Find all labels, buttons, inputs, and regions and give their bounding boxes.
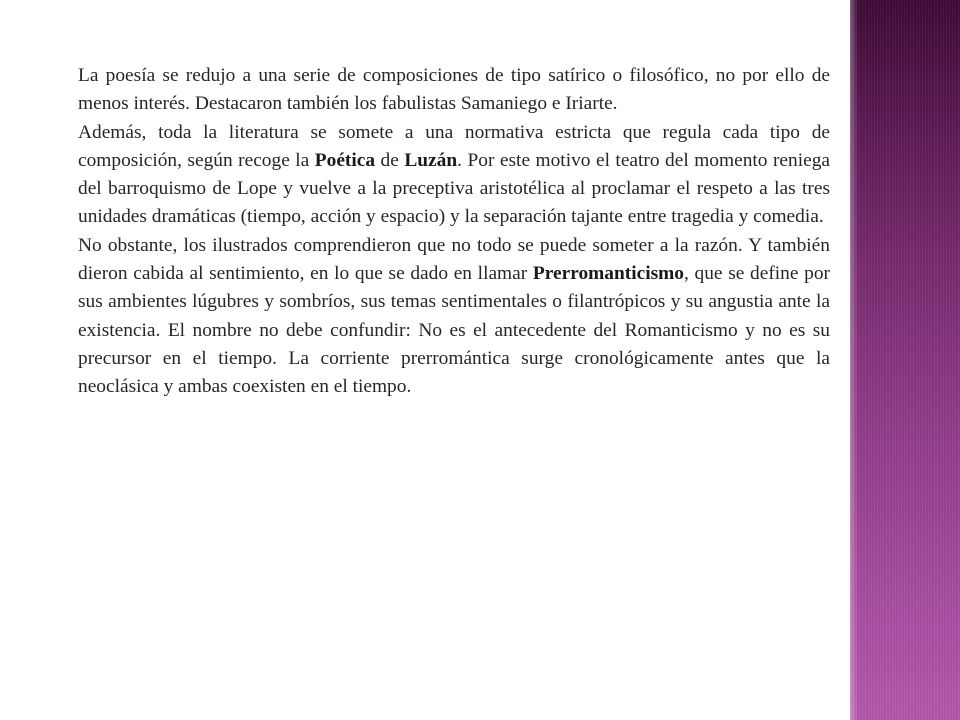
paragraph-normativa-text-1: Además, toda la literatura se somete a una normativa estricta que regula cada tipo de composición, según recoge la — [78, 121, 830, 171]
paragraph-normativa-text-2: de — [375, 149, 405, 171]
paragraph-normativa-text-3: . Por este motivo el teatro del momento reniega del barroquismo de Lope y vuelve a la preceptiva aristotélica al proclamar el respeto a las tres unidades dramáticas (tiempo, acción y espacio) y la separación tajante entre tragedia y comedia. — [78, 149, 831, 228]
paragraph-prerromanticismo-text-1: No obstante, los ilustrados comprendieron que no todo se puede someter a la razón. Y también dieron cabida al sentimiento, en lo que se dado en llamar — [78, 234, 830, 285]
paragraph-normativa — [78, 119, 830, 232]
bold-luzan: Luzán — [404, 149, 458, 171]
paragraph-prerromanticismo-text-2: , que se define por sus ambientes lúgubres y sombríos, sus temas sentimentales o filantrópicos y su angustia ante la existencia. El nombre no debe confundir: No es el antecedente del Romanticismo y no es su precursor en el tiempo. La corriente prerromántica surge cronológicamente antes que la neoclásica y ambas coexisten en el tiempo. — [78, 263, 830, 398]
slide-text-body — [78, 62, 830, 402]
decorative-side-band — [850, 0, 960, 720]
bold-prerromanticismo: Prerromanticismo — [532, 263, 685, 285]
bold-poetica: Poética — [314, 149, 376, 171]
paragraph-poesia-text: La poesía se redujo a una serie de composiciones de tipo satírico o filosófico, no por ello de menos interés. Destacaron también los fabulistas Samaniego e Iriarte. — [78, 65, 830, 115]
paragraph-poesia — [78, 62, 830, 119]
paragraph-prerromanticismo — [78, 232, 830, 402]
